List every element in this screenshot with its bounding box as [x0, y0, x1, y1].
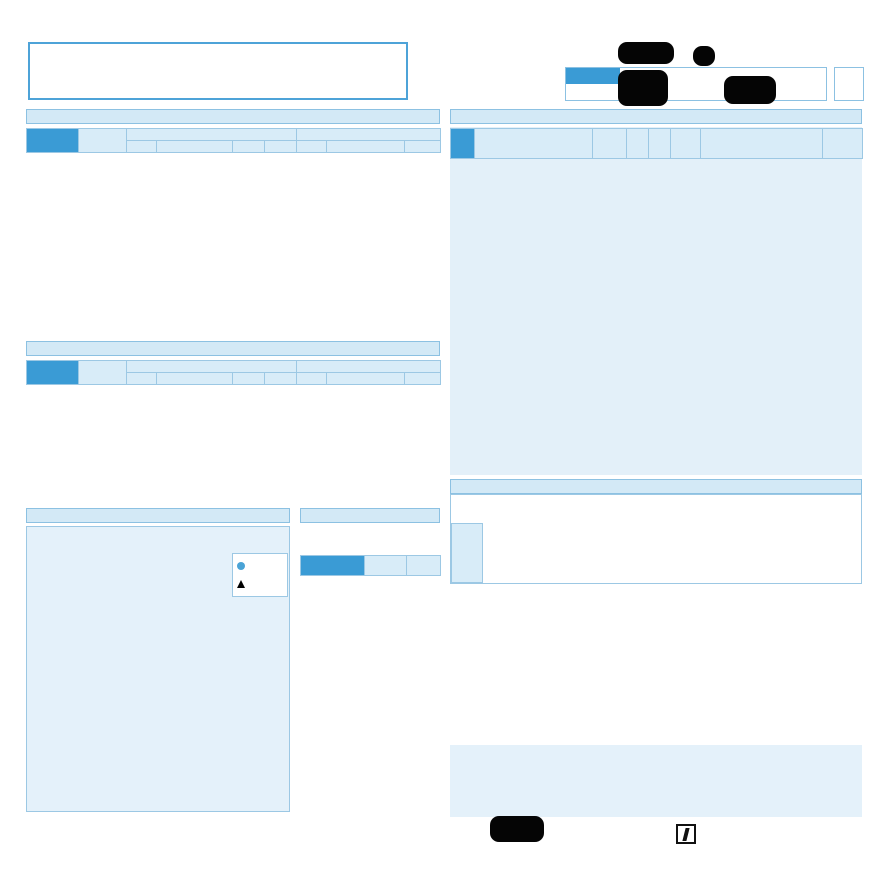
redacted-name [618, 42, 674, 64]
radar-panel [26, 526, 290, 812]
redacted-course [618, 70, 668, 106]
legend-self-icon [237, 562, 245, 570]
dock-h-subject [301, 556, 365, 576]
s2-h-score [79, 361, 127, 385]
course-box [565, 67, 827, 101]
s2-h-all [127, 361, 297, 373]
s1-h-sd [265, 141, 297, 153]
s1-h-all [127, 129, 297, 141]
s4-h-diff [671, 129, 701, 159]
s3-title [26, 508, 290, 523]
redacted-key [490, 816, 544, 842]
s5-panel [450, 494, 862, 584]
s1-h-sdev [297, 141, 327, 153]
s4-h-school [823, 129, 863, 159]
s2-h-sd [265, 373, 297, 385]
s1-h-avg [233, 141, 265, 153]
s2-h-dev [127, 373, 157, 385]
s5-subject [451, 523, 483, 583]
s4-h-dev [627, 129, 649, 159]
s2-table [26, 360, 441, 385]
s5-title [450, 479, 862, 494]
s4-title [450, 109, 862, 124]
s1-h-srank [327, 141, 405, 153]
s4-h-q [451, 129, 475, 159]
s2-h-school [297, 361, 441, 373]
legend-avg-icon [237, 580, 245, 588]
dock-title [300, 508, 440, 523]
s2-h-sdev [297, 373, 327, 385]
blank-area [450, 745, 862, 817]
s2-h-course [27, 361, 79, 385]
dock-table [300, 555, 441, 576]
title-box [28, 42, 408, 100]
redacted-id [693, 46, 715, 66]
s2-title [26, 341, 440, 356]
zkai-logo-icon [676, 824, 696, 844]
s1-h-score [79, 129, 127, 153]
s2-h-rank [157, 373, 233, 385]
page-number [834, 67, 864, 101]
s4-table [450, 128, 863, 159]
s1-h-school [297, 129, 441, 141]
s2-h-srank [327, 373, 405, 385]
s4-h-content [475, 129, 593, 159]
s4-h-score [593, 129, 627, 159]
s1-h-subject [27, 129, 79, 153]
s1-table [26, 128, 441, 153]
s2-h-avg [233, 373, 265, 385]
course-label [566, 68, 620, 84]
dock-h-dev [407, 556, 441, 576]
s1-h-savg [405, 141, 441, 153]
brand-logo [676, 822, 696, 848]
s1-title [26, 109, 440, 124]
s1-h-rank [157, 141, 233, 153]
s2-h-savg [405, 373, 441, 385]
s4-h-avg [649, 129, 671, 159]
s1-h-dev [127, 141, 157, 153]
redacted-course2 [724, 76, 776, 104]
s4-h-rate [701, 129, 823, 159]
dock-h-score [365, 556, 407, 576]
radar-legend [232, 553, 288, 597]
